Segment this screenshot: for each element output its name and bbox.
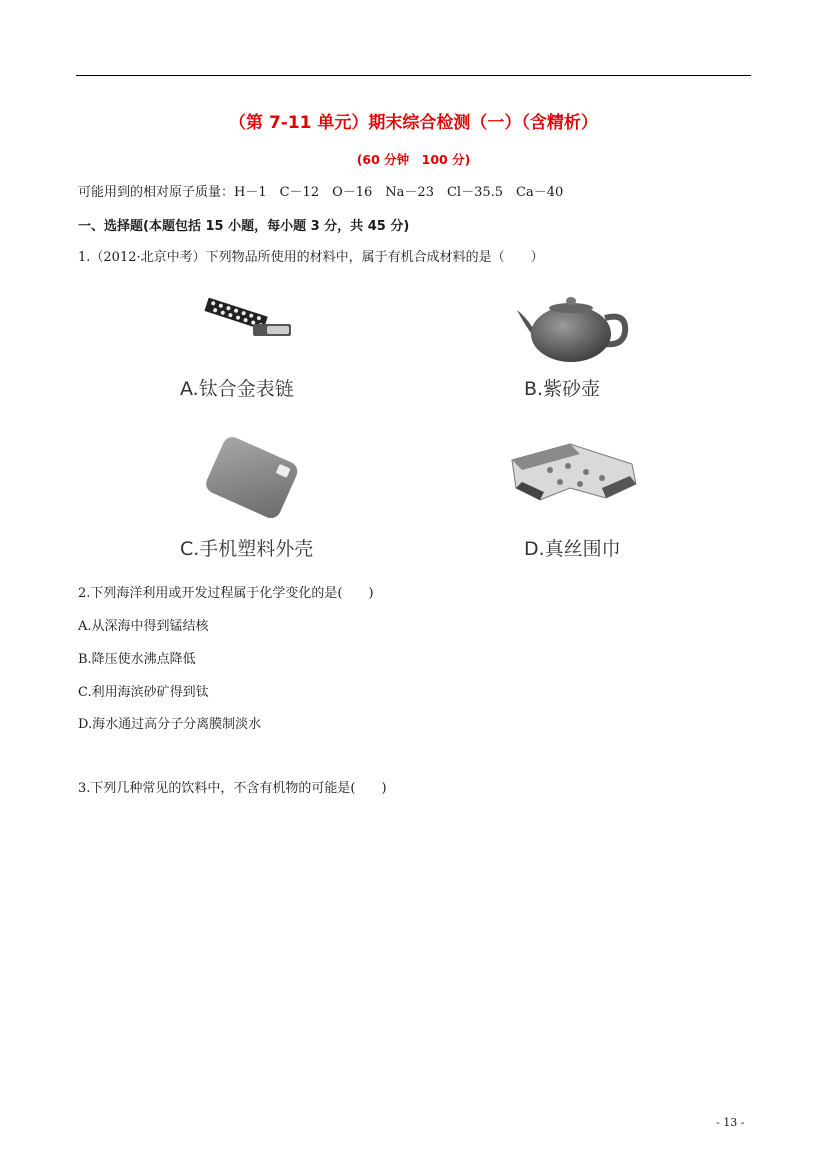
header-rule xyxy=(76,75,751,76)
question-2-option-c: C.利用海滨砂矿得到钛 xyxy=(78,685,209,700)
question-2: 2.下列海洋利用或开发过程属于化学变化的是( ) xyxy=(78,586,374,601)
atomic-masses: 可能用到的相对原子质量：H－1 C－12 O－16 Na－23 Cl－35.5 Ca－40 xyxy=(78,185,564,200)
question-2-option-b: B.降压使水沸点降低 xyxy=(78,652,196,667)
option-c-caption: C.手机塑料外壳 xyxy=(180,538,314,560)
watch-band-icon xyxy=(195,298,300,346)
phone-case-icon xyxy=(195,433,305,525)
scarf-icon xyxy=(510,440,640,506)
question-2-option-d: D.海水通过高分子分离膜制淡水 xyxy=(78,717,262,732)
exam-duration-score: (60 分钟 100 分) xyxy=(356,152,471,167)
question-3: 3.下列几种常见的饮料中，不含有机物的可能是( ) xyxy=(78,781,387,796)
teapot-icon xyxy=(513,288,631,364)
page-title: （第 7-11 单元）期末综合检测（一）（含精析） xyxy=(229,113,598,133)
option-d-caption: D.真丝围巾 xyxy=(524,538,621,560)
option-b-caption: B.紫砂壶 xyxy=(524,378,601,400)
question-1: 1.（2012·北京中考）下列物品所使用的材料中，属于有机合成材料的是（ ） xyxy=(78,250,544,265)
option-a-caption: A.钛合金表链 xyxy=(180,378,294,400)
section-heading: 一、选择题(本题包括 15 小题，每小题 3 分，共 45 分) xyxy=(78,219,410,234)
question-2-option-a: A.从深海中得到锰结核 xyxy=(78,619,209,634)
page-number: - 13 - xyxy=(716,1116,745,1129)
